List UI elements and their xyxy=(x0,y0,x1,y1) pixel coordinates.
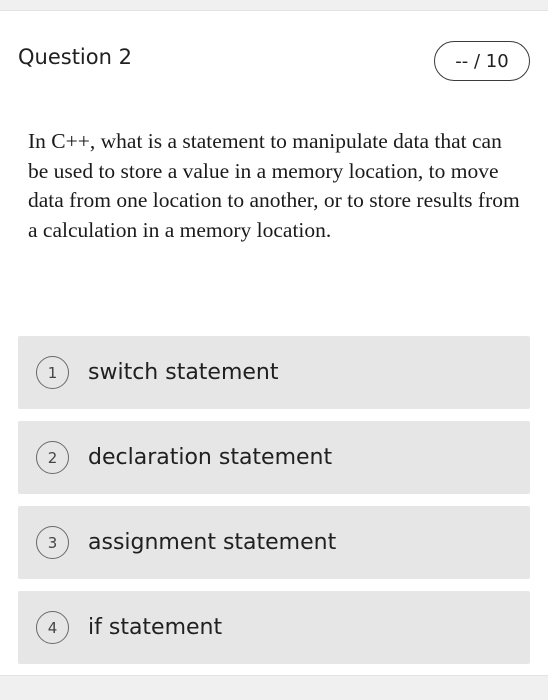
choice-number-badge: 2 xyxy=(36,441,69,474)
question-title: Question 2 xyxy=(18,45,132,69)
question-card xyxy=(0,10,548,676)
choice-label: declaration statement xyxy=(88,445,333,470)
question-text: In C++, what is a statement to manipulate data that can be used to store a value in a memory location, to move data from one location to another, or to store results from a calculation in a memory location. xyxy=(28,129,520,242)
choice-label: switch statement xyxy=(88,360,279,385)
choice-number-badge: 3 xyxy=(36,526,69,559)
answer-choices xyxy=(18,336,530,676)
choice-label: if statement xyxy=(88,615,223,640)
choice-1[interactable] xyxy=(18,336,530,409)
choice-2[interactable] xyxy=(18,421,530,494)
choice-number-badge: 1 xyxy=(36,356,69,389)
choice-4[interactable] xyxy=(18,591,530,664)
choice-label: assignment statement xyxy=(88,530,337,555)
question-header xyxy=(18,41,530,81)
choice-number-badge: 4 xyxy=(36,611,69,644)
score-badge: -- / 10 xyxy=(434,41,530,81)
choice-3[interactable] xyxy=(18,506,530,579)
